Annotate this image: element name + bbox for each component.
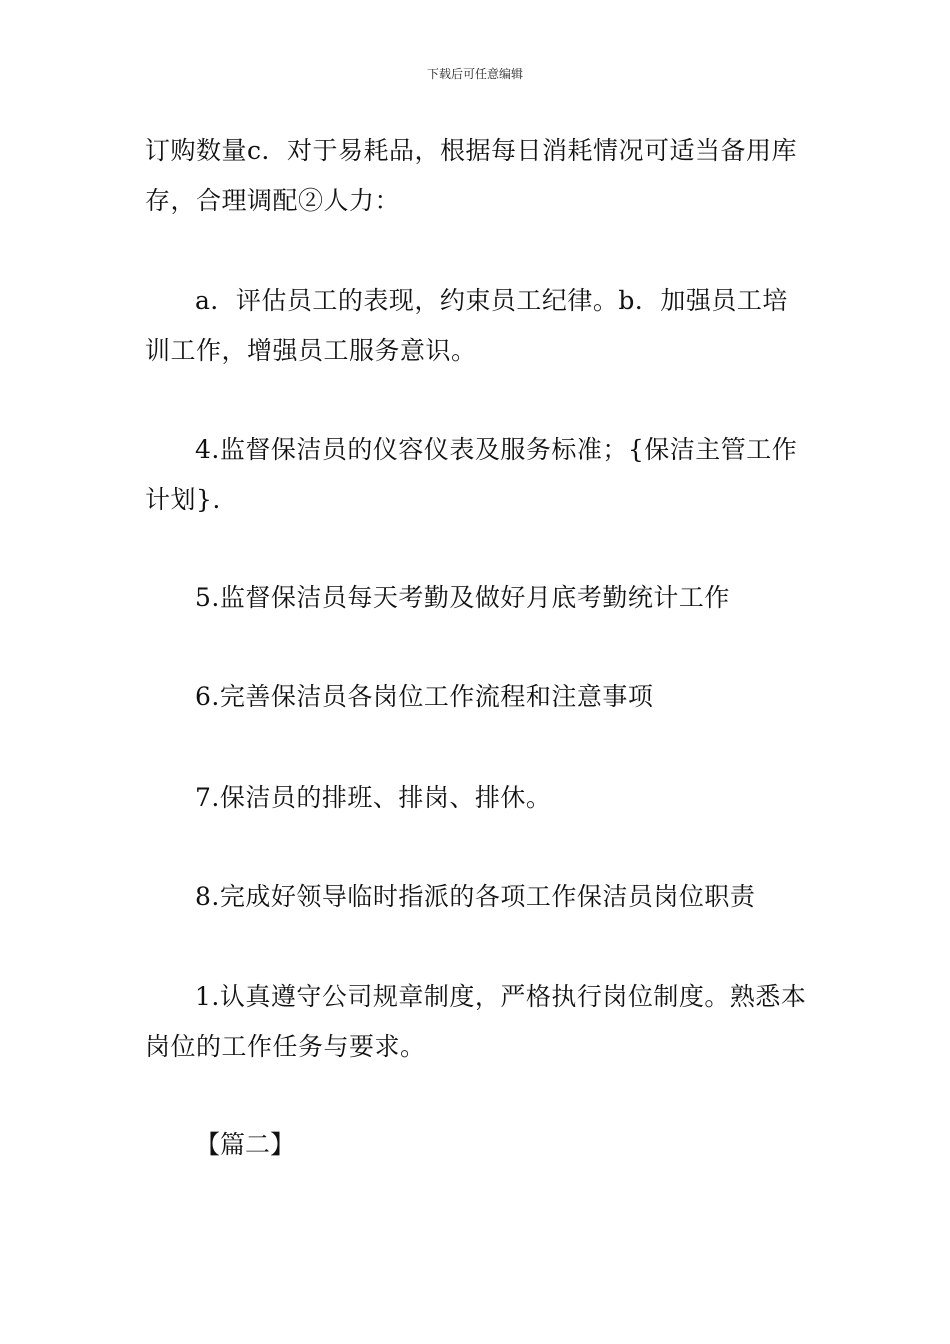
paragraph-item-6: 6.完善保洁员各岗位工作流程和注意事项 — [195, 682, 654, 711]
paragraph-item-7: 7.保洁员的排班、排岗、排休。 — [195, 783, 552, 812]
paragraph-item-5: 5.监督保洁员每天考勤及做好月底考勤统计工作 — [195, 583, 730, 612]
paragraph-item-4: 4.监督保洁员的仪容仪表及服务标准；{保洁主管工作计划}. — [145, 435, 798, 514]
paragraph-item-8: 8.完成好领导临时指派的各项工作保洁员岗位职责 — [195, 882, 756, 911]
paragraph-duty-1: 1.认真遵守公司规章制度，严格执行岗位制度。熟悉本岗位的工作任务与要求。 — [145, 982, 807, 1061]
page-header: 下载后可任意编辑 — [426, 67, 523, 81]
paragraph-procurement: 订购数量c．对于易耗品，根据每日消耗情况可适当备用库存，合理调配②人力： — [145, 136, 798, 215]
paragraph-staff-management: a．评估员工的表现，约束员工纪律。b．加强员工培训工作，增强员工服务意识。 — [145, 286, 788, 365]
section-heading: 【篇二】 — [195, 1130, 296, 1159]
